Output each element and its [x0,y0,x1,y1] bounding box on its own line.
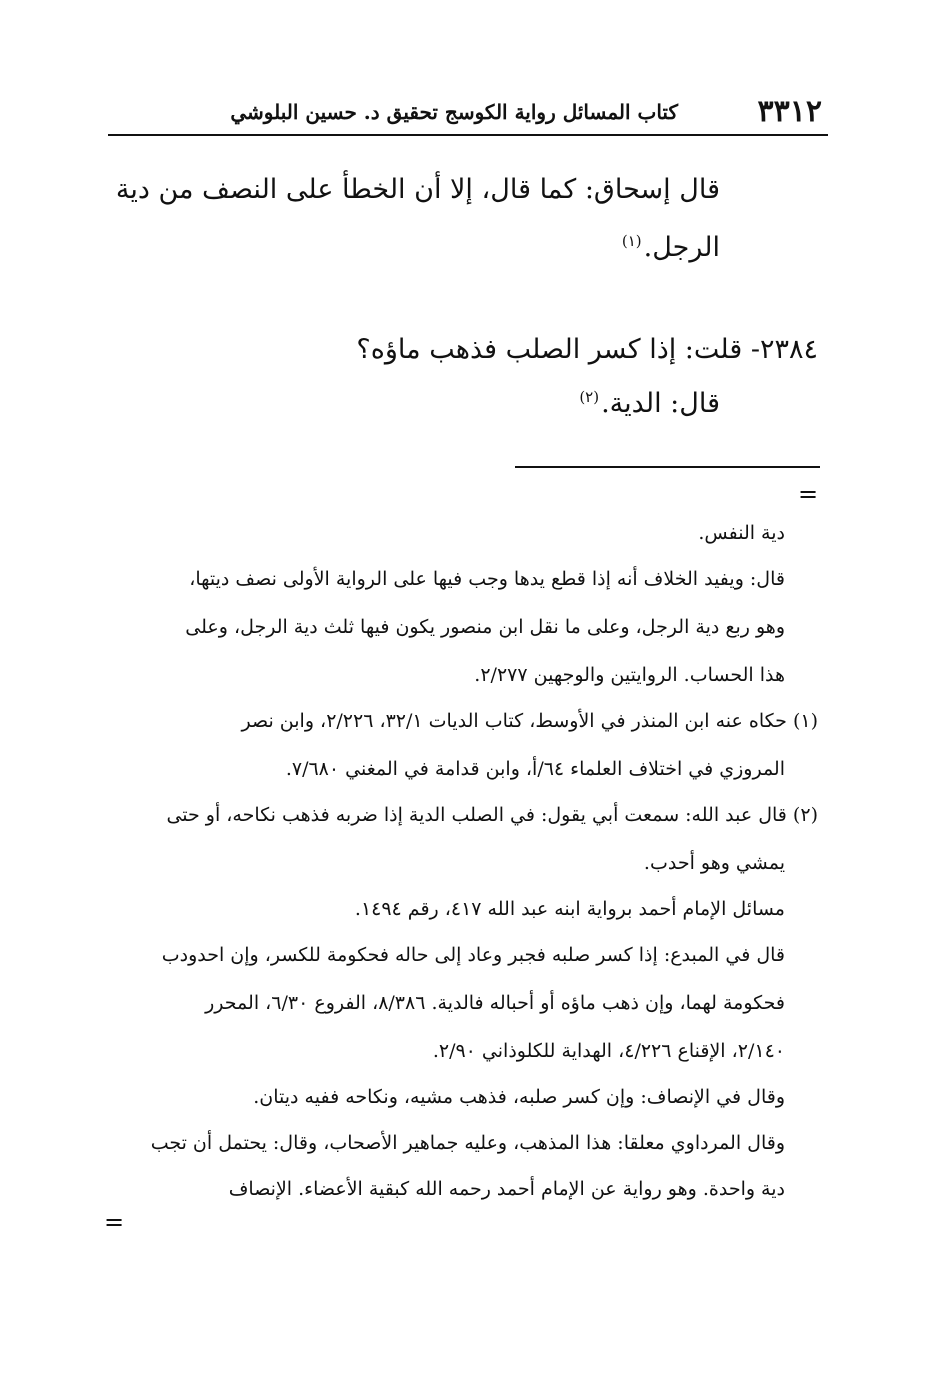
continuation-mark-top: = [798,480,819,508]
footnote-line: دية واحدة. وهو رواية عن الإمام أحمد رحمه الله كبقية الأعضاء. الإنصاف [228,1178,785,1200]
footnote-line: هذا الحساب. الروايتين والوجهين ٢/٢٧٧. [474,664,785,686]
main-text-line-2 [622,232,720,263]
footnote-line: مسائل الإمام أحمد برواية ابنه عبد الله ٤١٧، رقم ١٤٩٤. [354,898,785,920]
main-text-line-1: قال إسحاق: كما قال، إلا أن الخطأ على النصف من دية [115,174,720,205]
page-header [108,88,828,136]
question-line: ٢٣٨٤- قلت: إذا كسر الصلب فذهب ماؤه؟ [356,334,818,365]
main-text-line-2-text: الرجل. [643,232,720,263]
footnote-line: وقال المرداوي معلقا: هذا المذهب، وعليه جماهير الأصحاب، وقال: يحتمل أن تجب [150,1132,785,1154]
page-number: ٣٣١٢ [757,94,822,129]
continuation-mark-bottom: = [104,1208,125,1236]
answer-line [579,388,720,419]
footnote-line: قال: ويفيد الخلاف أنه إذا قطع يدها وجب فيها على الرواية الأولى نصف ديتها، [189,568,785,590]
footnote-line: ٢/١٤٠، الإقناع ٤/٢٢٦، الهداية للكلوذاني ٢/٩٠. [432,1040,785,1062]
answer-text: قال: الدية. [601,388,720,419]
footnote-line: دية النفس. [698,522,785,544]
running-title: كتاب المسائل رواية الكوسج تحقيق د. حسين البلوشي [230,100,678,124]
footnote-line: المروزي في اختلاف العلماء ٦٤/أ، وابن قدامة في المغني ٧/٦٨٠. [285,758,785,780]
footnote-1: (١) حكاه عنه ابن المنذر في الأوسط، كتاب الديات ٣٢/١، ٢/٢٢٦، وابن نصر [241,710,818,732]
footnote-separator [515,466,820,468]
footnote-line: وهو ربع دية الرجل، وعلى ما نقل ابن منصور يكون فيها ثلث دية الرجل، وعلى [185,616,785,638]
footnote-line: قال في المبدع: إذا كسر صلبه فجبر وعاد إلى حاله فحكومة للكسر، وإن احدودب [161,944,785,966]
footnote-ref-1: (١) [621,232,642,250]
footnote-line: فحكومة لهما، وإن ذهب ماؤه أو أحباله فالدية. ٨/٣٨٦، الفروع ٦/٣٠، المحرر [205,992,785,1014]
footnote-2: (٢) قال عبد الله: سمعت أبي يقول: في الصلب الدية إذا ضربه فذهب نكاحه، أو حتى [166,804,818,826]
footnote-ref-2: (٢) [579,388,600,406]
footnote-line: وقال في الإنصاف: وإن كسر صلبه، فذهب مشيه، ونكاحه ففيه ديتان. [253,1086,785,1108]
footnote-line: يمشي وهو أحدب. [643,852,785,874]
